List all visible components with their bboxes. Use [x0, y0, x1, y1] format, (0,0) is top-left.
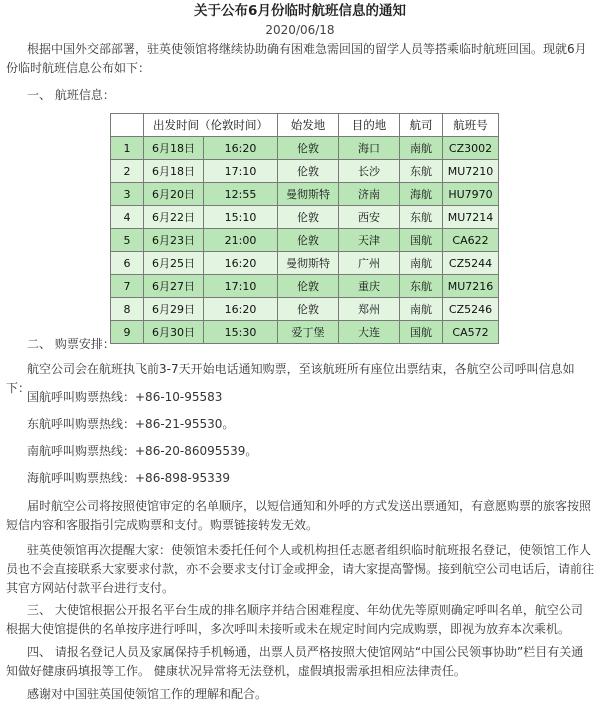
table-row	[111, 137, 499, 160]
table-row	[111, 229, 499, 252]
origin-cell: 伦敦	[278, 137, 339, 160]
origin-cell: 伦敦	[278, 298, 339, 321]
airline-cell: 国航	[400, 321, 443, 344]
airline-cell: 南航	[400, 298, 443, 321]
departure-time-cell: 16:20	[204, 137, 278, 160]
origin-cell: 伦敦	[278, 275, 339, 298]
departure-date-cell: 6月20日	[144, 183, 204, 206]
airline-cell: 东航	[400, 206, 443, 229]
airline-cell: 东航	[400, 160, 443, 183]
publish-date: 2020/06/18	[265, 23, 335, 37]
airline-cell: 南航	[400, 252, 443, 275]
header-destination: 目的地	[339, 114, 400, 137]
destination-cell: 重庆	[339, 275, 400, 298]
header-departure-time: 出发时间（伦敦时间）	[144, 114, 278, 137]
destination-cell: 广州	[339, 252, 400, 275]
airline-cell: 国航	[400, 229, 443, 252]
departure-date-cell: 6月22日	[144, 206, 204, 229]
row-index-cell: 3	[111, 183, 144, 206]
flight-number-cell: MU7210	[443, 160, 499, 183]
origin-cell: 伦敦	[278, 206, 339, 229]
intro-paragraph: 根据中国外交部部署，驻英使领馆将继续协助确有困难急需回国的留学人员等搭乘临时航班回国。现就6月份临时航班信息公布如下：	[6, 42, 587, 75]
flight-number-cell: CZ5244	[443, 252, 499, 275]
flight-number-cell: HU7970	[443, 183, 499, 206]
departure-date-cell: 6月30日	[144, 321, 204, 344]
notice-paragraph: 届时航空公司将按照使馆审定的名单顺序，以短信通知和外呼的方式发送出票通知，有意愿购票的旅客按照短信内容和客服指引完成购票和支付。购票链接转发无效。	[6, 499, 592, 532]
row-index-cell: 4	[111, 206, 144, 229]
hotline-china-southern: 南航呼叫购票热线：+86-20-86095539。	[27, 444, 258, 458]
departure-date-cell: 6月18日	[144, 160, 204, 183]
destination-cell: 长沙	[339, 160, 400, 183]
header-origin: 始发地	[278, 114, 339, 137]
table-row	[111, 160, 499, 183]
reminder-paragraph: 驻英使领馆再次提醒大家：使领馆未委托任何个人或机构担任志愿者组织临时航班报名登记，使领馆工作人员也不会直接联系大家要求付款，亦不会要求支付订金或押金，请大家提高警惕。接到航空公司电话后，请前往其官方网站付款平台进行支付。	[6, 543, 595, 595]
destination-cell: 西安	[339, 206, 400, 229]
row-index-cell: 7	[111, 275, 144, 298]
origin-cell: 伦敦	[278, 160, 339, 183]
departure-time-cell: 16:20	[204, 298, 278, 321]
row-index-cell: 8	[111, 298, 144, 321]
section4-paragraph: 四、 请报名登记人员及家属保持手机畅通，出票人员严格按照大使馆网站“中国公民领事协助”栏目有关通知做好健康码填报等工作。 健康状况异常将无法登机，虚假填报需承担相应法律责任。	[6, 645, 584, 678]
flight-number-cell: MU7216	[443, 275, 499, 298]
destination-cell: 海口	[339, 137, 400, 160]
row-index-cell: 2	[111, 160, 144, 183]
flight-table	[110, 113, 499, 344]
departure-date-cell: 6月23日	[144, 229, 204, 252]
table-row	[111, 183, 499, 206]
departure-time-cell: 15:30	[204, 321, 278, 344]
origin-cell: 伦敦	[278, 229, 339, 252]
destination-cell: 大连	[339, 321, 400, 344]
page-title: 关于公布6月份临时航班信息的通知	[194, 3, 406, 19]
row-index-cell: 5	[111, 229, 144, 252]
departure-time-cell: 12:55	[204, 183, 278, 206]
hotline-hainan: 海航呼叫购票热线：+86-898-95339	[27, 471, 231, 485]
origin-cell: 曼彻斯特	[278, 252, 339, 275]
departure-date-cell: 6月18日	[144, 137, 204, 160]
destination-cell: 天津	[339, 229, 400, 252]
header-airline: 航司	[400, 114, 443, 137]
departure-time-cell: 16:20	[204, 252, 278, 275]
departure-date-cell: 6月27日	[144, 275, 204, 298]
destination-cell: 郑州	[339, 298, 400, 321]
airline-cell: 南航	[400, 137, 443, 160]
departure-time-cell: 17:10	[204, 275, 278, 298]
flight-table-body	[111, 137, 499, 344]
hotline-china-eastern: 东航呼叫购票热线：+86-21-95530。	[27, 417, 235, 431]
table-row	[111, 206, 499, 229]
departure-time-cell: 17:10	[204, 160, 278, 183]
flight-number-cell: CA622	[443, 229, 499, 252]
section2-text: 航空公司会在航班执飞前3-7天开始电话通知购票，至该航班所有座位出票结束，各航空公司呼叫信息如下：	[6, 362, 575, 395]
hotline-air-china: 国航呼叫购票热线：+86-10-95583	[27, 390, 223, 404]
row-index-cell: 6	[111, 252, 144, 275]
origin-cell: 爱丁堡	[278, 321, 339, 344]
table-row	[111, 298, 499, 321]
flight-number-cell: CA572	[443, 321, 499, 344]
flight-number-cell: CZ5246	[443, 298, 499, 321]
table-header-row	[111, 114, 499, 137]
airline-cell: 海航	[400, 183, 443, 206]
departure-date-cell: 6月29日	[144, 298, 204, 321]
row-index-cell: 1	[111, 137, 144, 160]
airline-cell: 东航	[400, 275, 443, 298]
row-index-cell: 9	[111, 321, 144, 344]
table-row	[111, 252, 499, 275]
section3-paragraph: 三、 大使馆根据公开报名平台生成的排名顺序并结合困难程度、年幼优先等原则确定呼叫名单，航空公司根据大使馆提供的名单按序进行呼叫，多次呼叫未接听或未在规定时间内完成购票，即视为放弃本次乘机。	[6, 603, 583, 636]
section1-heading: 一、 航班信息：	[27, 88, 115, 102]
origin-cell: 曼彻斯特	[278, 183, 339, 206]
section2-heading: 二、 购票安排：	[27, 337, 115, 351]
flight-number-cell: MU7214	[443, 206, 499, 229]
destination-cell: 济南	[339, 183, 400, 206]
thanks-paragraph: 感谢对中国驻英国使领馆工作的理解和配合。	[27, 687, 268, 701]
header-index	[111, 114, 144, 137]
header-flight-number: 航班号	[443, 114, 499, 137]
flight-number-cell: CZ3002	[443, 137, 499, 160]
departure-time-cell: 15:10	[204, 206, 278, 229]
departure-date-cell: 6月25日	[144, 252, 204, 275]
departure-time-cell: 21:00	[204, 229, 278, 252]
table-row	[111, 275, 499, 298]
